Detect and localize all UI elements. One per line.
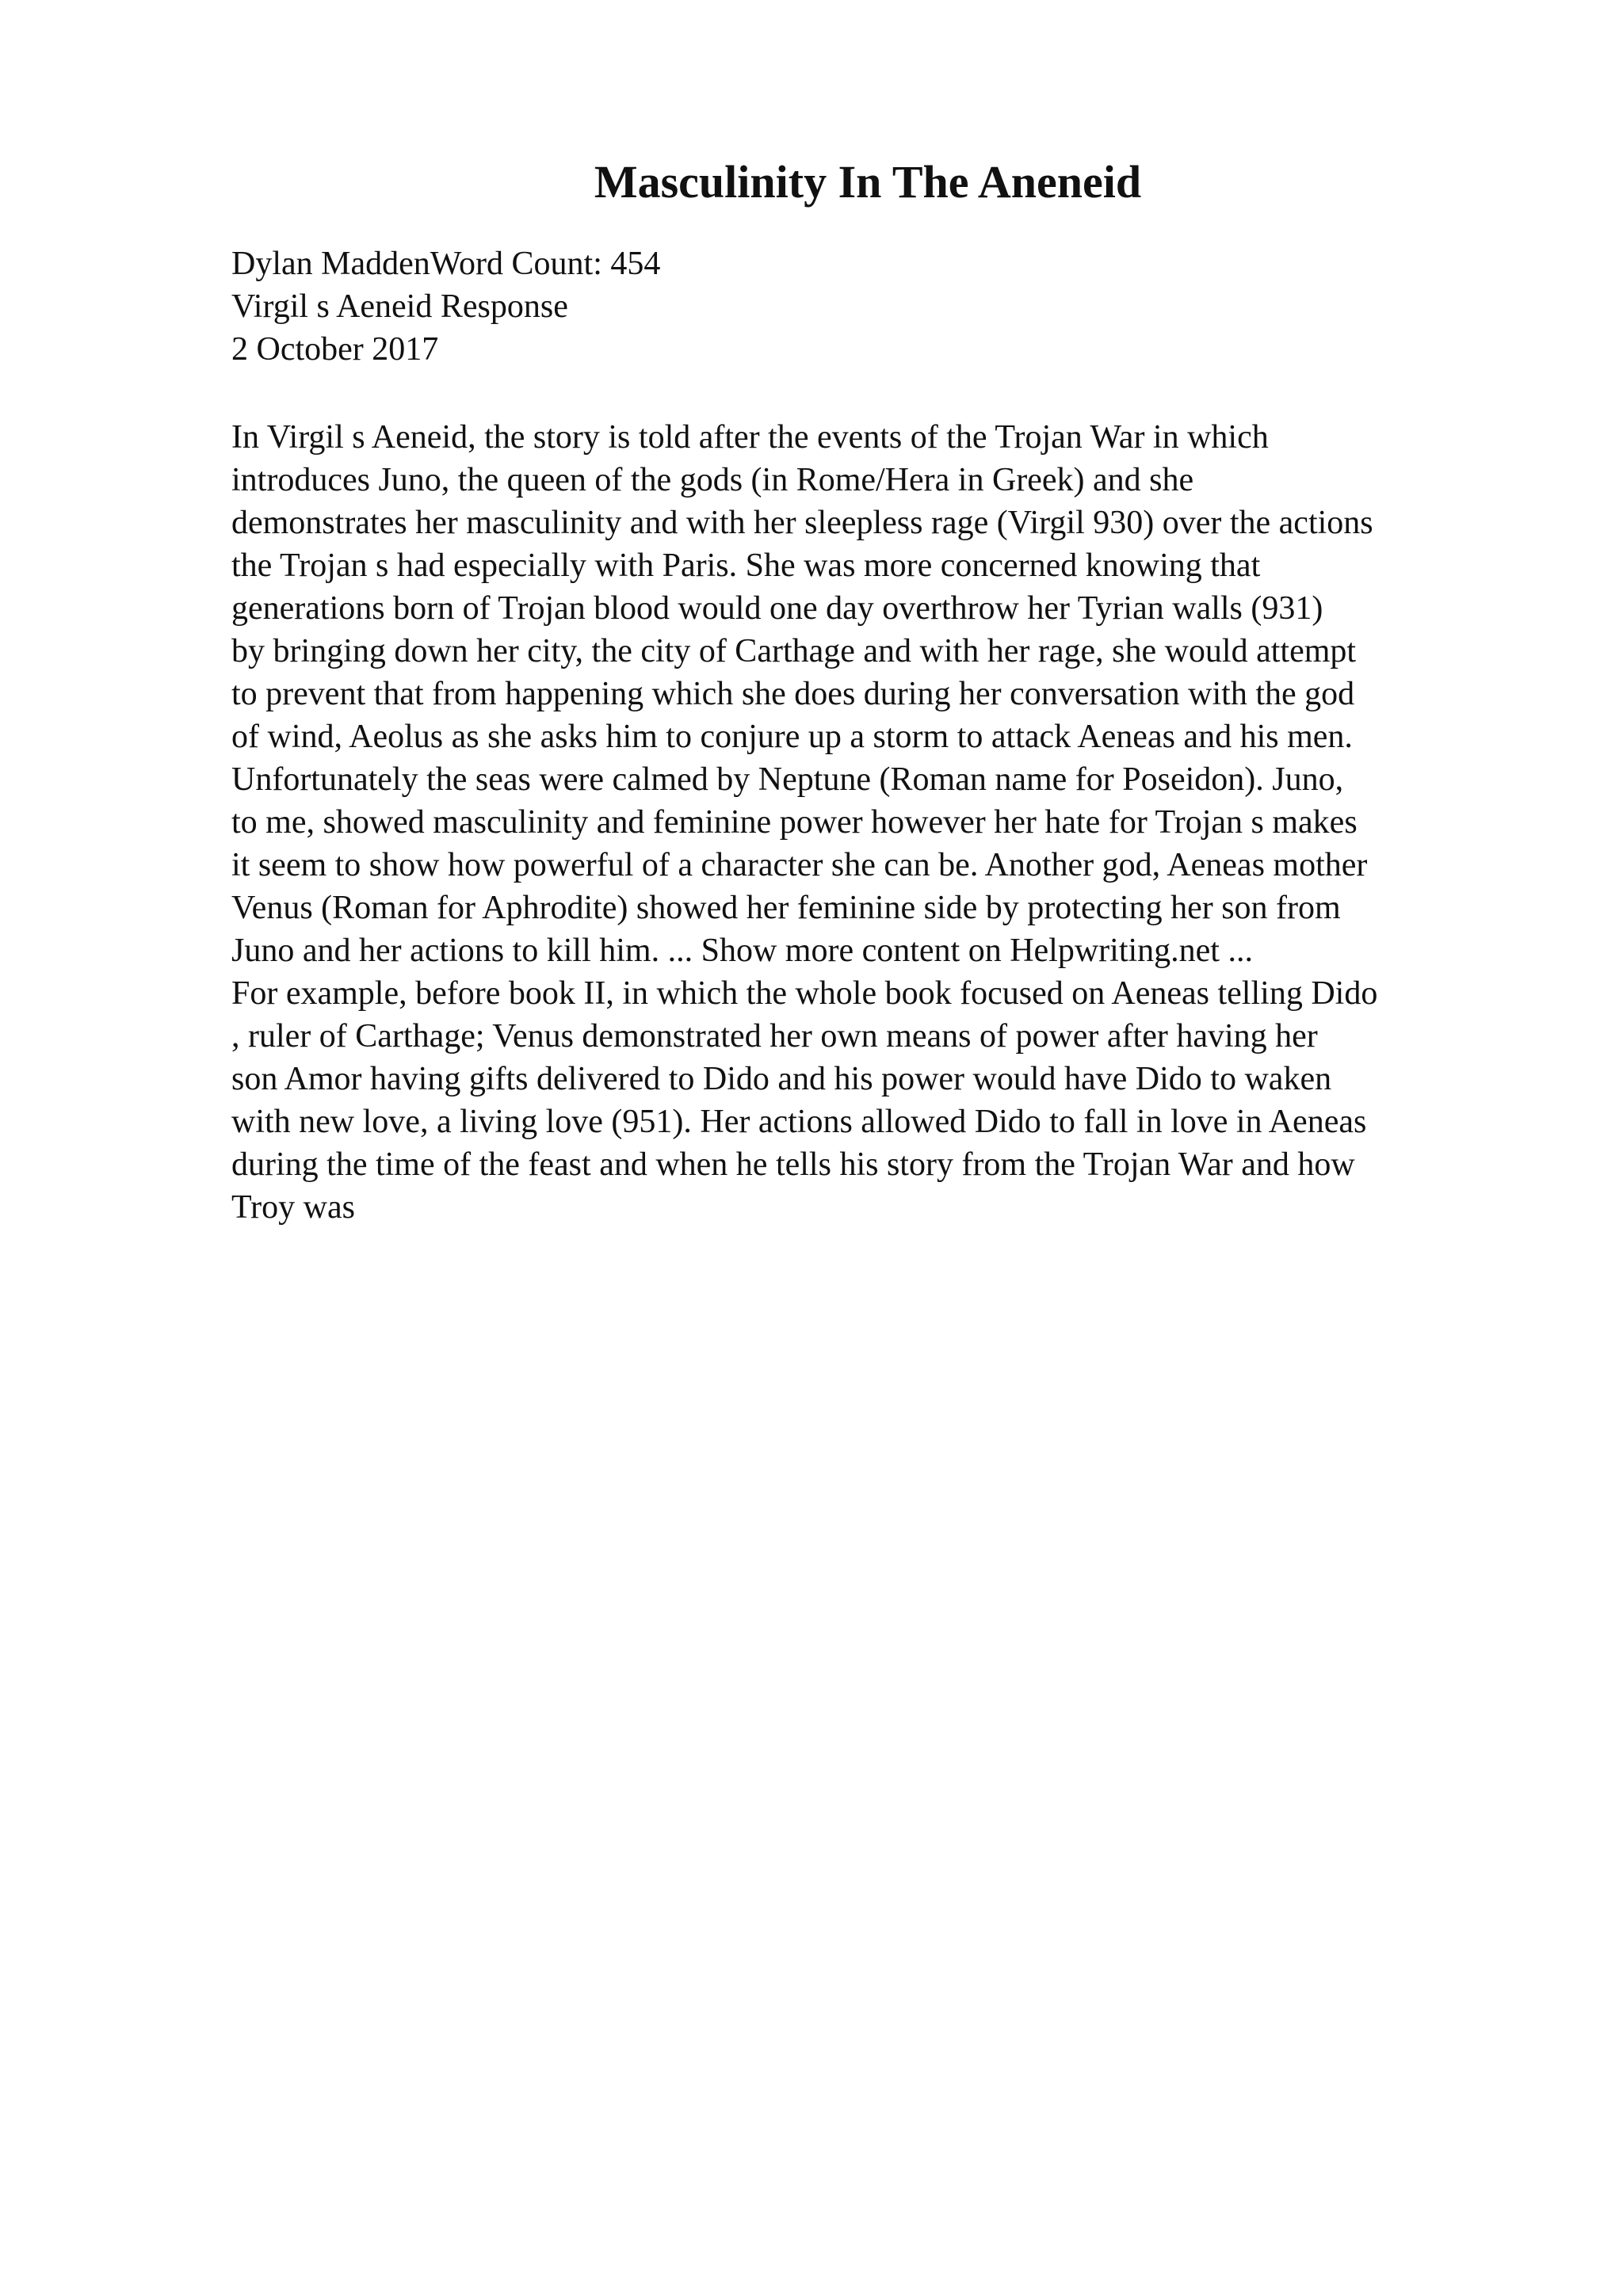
document-body <box>231 416 1531 1229</box>
meta-assignment: Virgil s Aeneid Response <box>231 288 568 325</box>
meta-author-wordcount: Dylan MaddenWord Count: 454 <box>231 246 661 282</box>
body-line: demonstrates her masculinity and with her sleepless rage (Virgil 930) over the actions <box>231 505 1373 541</box>
body-line-show-more: Juno and her actions to kill him. ... Show more content on Helpwriting.net ... <box>231 933 1253 969</box>
body-line: Unfortunately the seas were calmed by Neptune (Roman name for Poseidon). Juno, <box>231 761 1344 798</box>
body-line: introduces Juno, the queen of the gods (in Rome/Hera in Greek) and she <box>231 462 1194 498</box>
body-line: with new love, a living love (951). Her actions allowed Dido to fall in love in Aeneas <box>231 1104 1367 1140</box>
body-line: For example, before book II, in which the whole book focused on Aeneas telling Dido <box>231 975 1378 1012</box>
body-line: by bringing down her city, the city of Carthage and with her rage, she would attempt <box>231 633 1357 669</box>
body-line: of wind, Aeolus as she asks him to conjure up a storm to attack Aeneas and his men. <box>231 719 1353 755</box>
body-line: it seem to show how powerful of a character she can be. Another god, Aeneas mother <box>231 847 1368 883</box>
body-line: Venus (Roman for Aphrodite) showed her feminine side by protecting her son from <box>231 890 1341 926</box>
body-line: during the time of the feast and when he tells his story from the Trojan War and how <box>231 1146 1355 1183</box>
body-line: the Trojan s had especially with Paris. She was more concerned knowing that <box>231 547 1261 584</box>
body-line: Troy was <box>231 1189 355 1226</box>
body-line: son Amor having gifts delivered to Dido and his power would have Dido to waken <box>231 1061 1332 1097</box>
document-meta <box>231 242 1531 371</box>
body-line: In Virgil s Aeneid, the story is told after the events of the Trojan War in which <box>231 419 1269 456</box>
body-line: generations born of Trojan blood would one day overthrow her Tyrian walls (931) <box>231 590 1323 627</box>
body-line: to prevent that from happening which she does during her conversation with the god <box>231 676 1355 712</box>
meta-date: 2 October 2017 <box>231 331 439 368</box>
body-line: , ruler of Carthage; Venus demonstrated her own means of power after having her <box>231 1018 1318 1055</box>
body-line: to me, showed masculinity and feminine power however her hate for Trojan s makes <box>231 804 1358 841</box>
document-title: Masculinity In The Aneneid <box>594 156 1142 208</box>
